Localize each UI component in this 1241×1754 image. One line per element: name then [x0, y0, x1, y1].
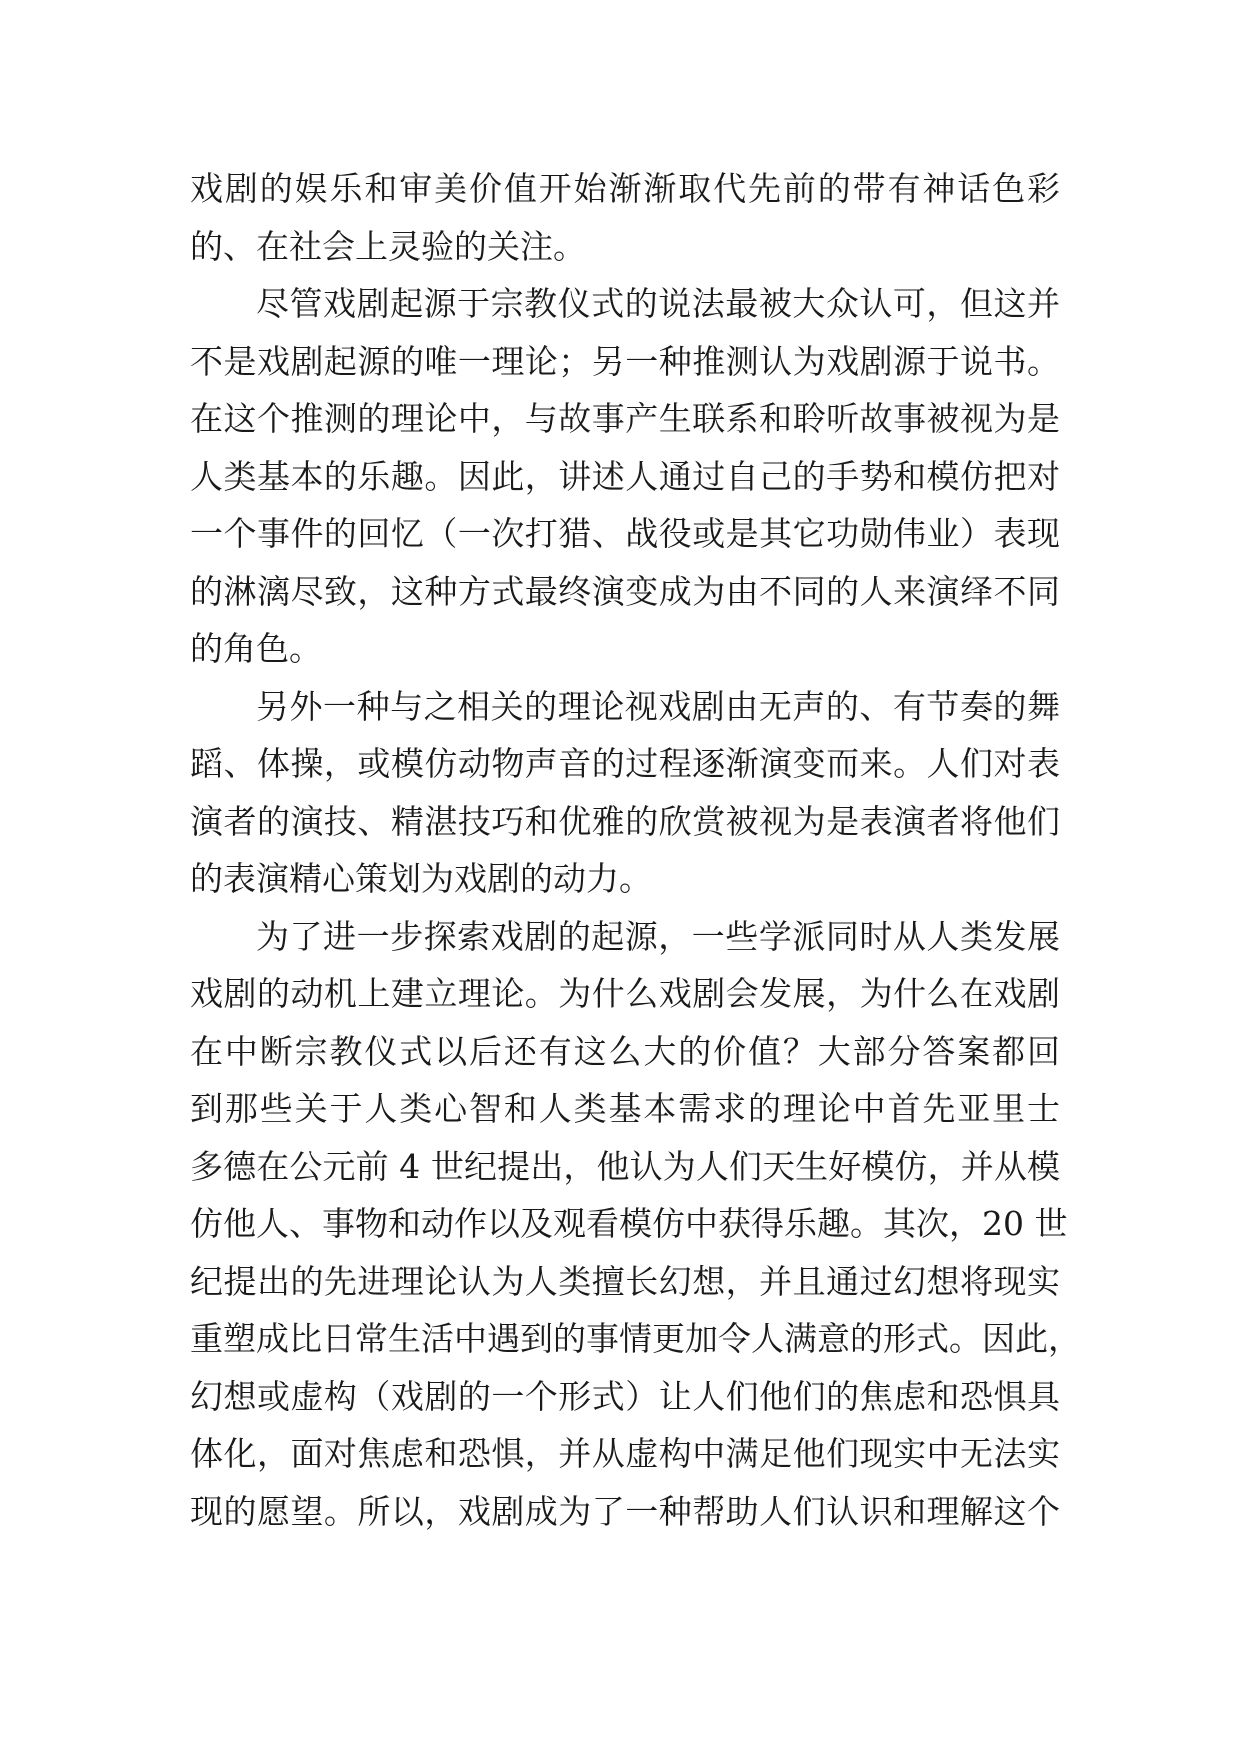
text-line: 的表演精心策划为戏剧的动力。 — [190, 859, 652, 898]
text-line: 现的愿望。所以，戏剧成为了一种帮助人们认识和理解这个 — [190, 1491, 1060, 1531]
text-line: 幻想或虚构（戏剧的一个形式）让人们他们的焦虑和恐惧具 — [190, 1376, 1060, 1416]
text-line: 在这个推测的理论中，与故事产生联系和聆听故事被视为是 — [190, 399, 1060, 438]
text-line: 到那些关于人类心智和人类基本需求的理论中首先亚里士 — [190, 1089, 1060, 1128]
text-line: 人类基本的乐趣。因此，讲述人通过自己的手势和模仿把对 — [190, 456, 1060, 496]
text-line: 的角色。 — [190, 629, 322, 668]
text-line: 演者的演技、精湛技巧和优雅的欣赏被视为是表演者将他们 — [190, 801, 1060, 841]
text-line: 体化，面对焦虑和恐惧，并从虚构中满足他们现实中无法实 — [190, 1434, 1060, 1473]
text-line: 仿他人、事物和动作以及观看模仿中获得乐趣。其次，20 世 — [190, 1204, 1068, 1243]
text-line: 重塑成比日常生活中遇到的事情更加令人满意的形式。因此， — [190, 1319, 1081, 1358]
text-line: 为了进一步探索戏剧的起源，一些学派同时从人类发展 — [256, 916, 1060, 956]
text-line: 一个事件的回忆（一次打猎、战役或是其它功勋伟业）表现 — [190, 514, 1060, 553]
text-line: 在中断宗教仪式以后还有这么大的价值？大部分答案都回 — [190, 1031, 1060, 1071]
text-line: 多德在公元前 4 世纪提出，他认为人们天生好模仿，并从模 — [190, 1146, 1060, 1186]
text-line: 另外一种与之相关的理论视戏剧由无声的、有节奏的舞 — [256, 686, 1060, 726]
text-line: 的淋漓尽致，这种方式最终演变成为由不同的人来演绎不同 — [190, 571, 1060, 611]
text-line: 尽管戏剧起源于宗教仪式的说法最被大众认可，但这并 — [256, 284, 1060, 323]
text-line: 的、在社会上灵验的关注。 — [190, 226, 586, 266]
text-line: 纪提出的先进理论认为人类擅长幻想，并且通过幻想将现实 — [190, 1261, 1060, 1301]
text-line: 蹈、体操，或模仿动物声音的过程逐渐演变而来。人们对表 — [190, 744, 1060, 783]
text-line: 戏剧的娱乐和审美价值开始渐渐取代先前的带有神话色彩 — [190, 169, 1060, 208]
text-line: 不是戏剧起源的唯一理论；另一种推测认为戏剧源于说书。 — [190, 341, 1060, 381]
document-body — [190, 160, 1081, 1540]
text-line: 戏剧的动机上建立理论。为什么戏剧会发展，为什么在戏剧 — [190, 974, 1060, 1013]
